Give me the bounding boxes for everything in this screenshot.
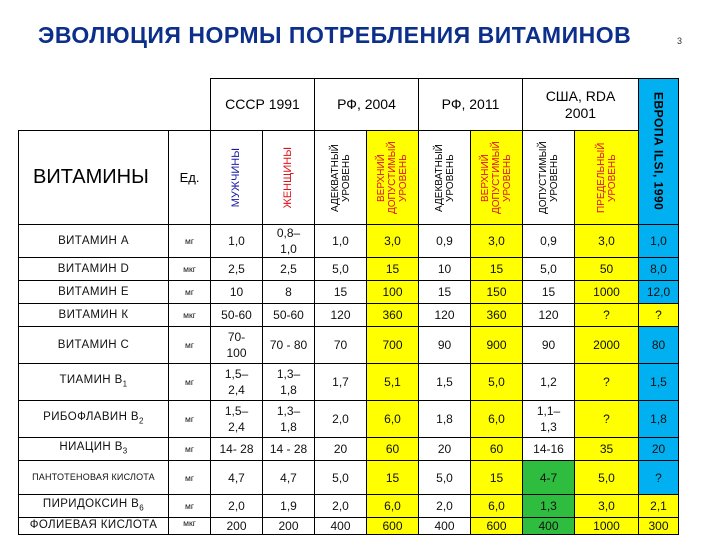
value-cell: 2,0 xyxy=(315,495,367,518)
header-usa-rda-2001: США, RDA 2001 xyxy=(523,79,639,131)
value-cell: 70- 100 xyxy=(211,327,263,364)
value-cell: 1,8 xyxy=(419,401,471,438)
table-row xyxy=(19,281,679,304)
value-cell: 1,5 xyxy=(639,364,679,401)
value-cell: 200 xyxy=(211,518,263,535)
value-cell: 4,7 xyxy=(263,461,315,495)
table-row xyxy=(19,364,679,401)
value-cell: 8 xyxy=(263,281,315,304)
value-cell: 400 xyxy=(315,518,367,535)
value-cell: 1,5 xyxy=(419,364,471,401)
value-cell: 5,0 xyxy=(575,461,639,495)
value-cell: 360 xyxy=(471,304,523,327)
value-cell: 1,3 xyxy=(523,495,575,518)
unit-cell: мг xyxy=(169,364,211,401)
header-vitamins: ВИТАМИНЫ xyxy=(19,131,169,225)
value-cell: 300 xyxy=(639,518,679,535)
value-cell: 15 xyxy=(315,281,367,304)
subheader-upper-2011: ВЕРХНИЙ ДОПУСТИМЫЙ УРОВЕНЬ xyxy=(471,131,523,225)
table-body xyxy=(19,225,679,535)
unit-cell: мг xyxy=(169,401,211,438)
subheader-women: ЖЕНЩИНЫ xyxy=(263,131,315,225)
value-cell: 6,0 xyxy=(471,495,523,518)
value-cell: 50-60 xyxy=(263,304,315,327)
table-row xyxy=(19,438,679,461)
value-cell: 900 xyxy=(471,327,523,364)
value-cell: 15 xyxy=(367,258,419,281)
value-cell: 15 xyxy=(471,461,523,495)
vitamin-name: ВИТАМИН А xyxy=(19,225,169,258)
unit-cell: мг xyxy=(169,495,211,518)
value-cell: 6,0 xyxy=(471,401,523,438)
value-cell: 5,0 xyxy=(471,364,523,401)
value-cell: 1000 xyxy=(575,281,639,304)
value-cell: 5,0 xyxy=(315,258,367,281)
value-cell: 5,0 xyxy=(523,258,575,281)
vitamin-name: ВИТАМИН К xyxy=(19,304,169,327)
unit-cell: мг xyxy=(169,225,211,258)
value-cell: 0,9 xyxy=(523,225,575,258)
value-cell: 3,0 xyxy=(367,225,419,258)
value-cell: 70 xyxy=(315,327,367,364)
value-cell: 1,8 xyxy=(639,401,679,438)
value-cell: 2,5 xyxy=(211,258,263,281)
table-row xyxy=(19,495,679,518)
value-cell: 15 xyxy=(367,461,419,495)
value-cell: 3,0 xyxy=(575,495,639,518)
unit-cell: мг xyxy=(169,327,211,364)
value-cell: 1,9 xyxy=(263,495,315,518)
subheader-men: МУЖЧИНЫ xyxy=(211,131,263,225)
subheader-upper-2004: ВЕРХНИЙ ДОПУСТИМЫЙ УРОВЕНЬ xyxy=(367,131,419,225)
vitamin-name: ВИТАМИН С xyxy=(19,327,169,364)
header-row-groups xyxy=(19,79,679,131)
value-cell: ? xyxy=(575,401,639,438)
value-cell: 2,0 xyxy=(211,495,263,518)
value-cell: 12,0 xyxy=(639,281,679,304)
table-row xyxy=(19,518,679,535)
vitamin-name: НИАЦИН $В_3$ xyxy=(19,438,169,461)
value-cell: 90 xyxy=(523,327,575,364)
value-cell: 360 xyxy=(367,304,419,327)
header-unit: Ед. xyxy=(169,131,211,225)
value-cell: 1,0 xyxy=(639,225,679,258)
value-cell: 90 xyxy=(419,327,471,364)
value-cell: 35 xyxy=(575,438,639,461)
value-cell: 120 xyxy=(523,304,575,327)
value-cell: 400 xyxy=(523,518,575,535)
subheader-adequate-2011: АДЕКВАТНЫЙ УРОВЕНЬ xyxy=(419,131,471,225)
header-rf-2004: РФ, 2004 xyxy=(315,79,419,131)
value-cell: 8,0 xyxy=(639,258,679,281)
header-europe-ilsi-1990: ЕВРОПА ILSI, 1990 xyxy=(639,79,679,225)
value-cell: 2,1 xyxy=(639,495,679,518)
value-cell: ? xyxy=(639,304,679,327)
value-cell: 14- 28 xyxy=(211,438,263,461)
value-cell: 1,3– 1,8 xyxy=(263,401,315,438)
vitamin-norms-table xyxy=(18,78,679,535)
value-cell: 0,9 xyxy=(419,225,471,258)
value-cell: 150 xyxy=(471,281,523,304)
vitamin-name: ПИРИДОКСИН $В_6$ xyxy=(19,495,169,518)
header-row-subcolumns xyxy=(19,131,679,225)
value-cell: 4,7 xyxy=(211,461,263,495)
value-cell: 80 xyxy=(639,327,679,364)
value-cell: 60 xyxy=(471,438,523,461)
value-cell: 100 xyxy=(367,281,419,304)
value-cell: 20 xyxy=(419,438,471,461)
vitamin-name: ТИАМИН $В_1$ xyxy=(19,364,169,401)
value-cell: 50 xyxy=(575,258,639,281)
header-ussr-1991: СССР 1991 xyxy=(211,79,315,131)
value-cell: 2000 xyxy=(575,327,639,364)
table-row xyxy=(19,327,679,364)
value-cell: 6,0 xyxy=(367,495,419,518)
value-cell: 20 xyxy=(639,438,679,461)
value-cell: 1,2 xyxy=(523,364,575,401)
page-title: ЭВОЛЮЦИЯ НОРМЫ ПОТРЕБЛЕНИЯ ВИТАМИНОВ xyxy=(38,22,632,48)
value-cell: 5,0 xyxy=(315,461,367,495)
header-corner xyxy=(19,79,211,131)
table-row xyxy=(19,401,679,438)
value-cell: ? xyxy=(575,364,639,401)
value-cell: 5,0 xyxy=(419,461,471,495)
value-cell: 2,0 xyxy=(419,495,471,518)
header-rf-2011: РФ, 2011 xyxy=(419,79,523,131)
value-cell: 1,5– 2,4 xyxy=(211,401,263,438)
vitamin-name: ВИТАМИН D xyxy=(19,258,169,281)
value-cell: 10 xyxy=(211,281,263,304)
value-cell: 1,0 xyxy=(211,225,263,258)
value-cell: 4-7 xyxy=(523,461,575,495)
value-cell: 6,0 xyxy=(367,401,419,438)
value-cell: 15 xyxy=(471,258,523,281)
value-cell: 15 xyxy=(419,281,471,304)
value-cell: 2,5 xyxy=(263,258,315,281)
unit-cell: мкг xyxy=(169,518,211,535)
value-cell: 120 xyxy=(315,304,367,327)
subheader-allowable-usa: ДОПУСТИМЫЙ УРОВЕНЬ xyxy=(523,131,575,225)
value-cell: 1,1– 1,3 xyxy=(523,401,575,438)
value-cell: 5,1 xyxy=(367,364,419,401)
value-cell: 600 xyxy=(367,518,419,535)
value-cell: 3,0 xyxy=(471,225,523,258)
value-cell: 1000 xyxy=(575,518,639,535)
table-row xyxy=(19,258,679,281)
value-cell: ? xyxy=(575,304,639,327)
value-cell: 1,5– 2,4 xyxy=(211,364,263,401)
value-cell: 400 xyxy=(419,518,471,535)
vitamin-name: ФОЛИЕВАЯ КИСЛОТА xyxy=(19,518,169,535)
subheader-adequate-2004: АДЕКВАТНЫЙ УРОВЕНЬ xyxy=(315,131,367,225)
value-cell: 120 xyxy=(419,304,471,327)
vitamin-name: ВИТАМИН Е xyxy=(19,281,169,304)
value-cell: 1,7 xyxy=(315,364,367,401)
value-cell: 60 xyxy=(367,438,419,461)
value-cell: 3,0 xyxy=(575,225,639,258)
value-cell: 1,3– 1,8 xyxy=(263,364,315,401)
unit-cell: мкг xyxy=(169,258,211,281)
value-cell: 14 - 28 xyxy=(263,438,315,461)
value-cell: 200 xyxy=(263,518,315,535)
value-cell: 20 xyxy=(315,438,367,461)
unit-cell: мг xyxy=(169,461,211,495)
value-cell: 70 - 80 xyxy=(263,327,315,364)
value-cell: ? xyxy=(639,461,679,495)
table-row xyxy=(19,461,679,495)
value-cell: 700 xyxy=(367,327,419,364)
value-cell: 1,0 xyxy=(315,225,367,258)
page-number: 3 xyxy=(677,36,683,46)
value-cell: 15 xyxy=(523,281,575,304)
value-cell: 0,8–1,0 xyxy=(263,225,315,258)
subheader-limit-usa: ПРЕДЕЛЬНЫЙ УРОВЕНЬ xyxy=(575,131,639,225)
vitamin-name: ПАНТОТЕНОВАЯ КИСЛОТА xyxy=(19,461,169,495)
value-cell: 10 xyxy=(419,258,471,281)
table-row xyxy=(19,225,679,258)
value-cell: 14-16 xyxy=(523,438,575,461)
value-cell: 2,0 xyxy=(315,401,367,438)
unit-cell: мкг xyxy=(169,304,211,327)
unit-cell: мг xyxy=(169,438,211,461)
vitamin-name: РИБОФЛАВИН $В_2$ xyxy=(19,401,169,438)
table-row xyxy=(19,304,679,327)
value-cell: 50-60 xyxy=(211,304,263,327)
unit-cell: мг xyxy=(169,281,211,304)
value-cell: 600 xyxy=(471,518,523,535)
